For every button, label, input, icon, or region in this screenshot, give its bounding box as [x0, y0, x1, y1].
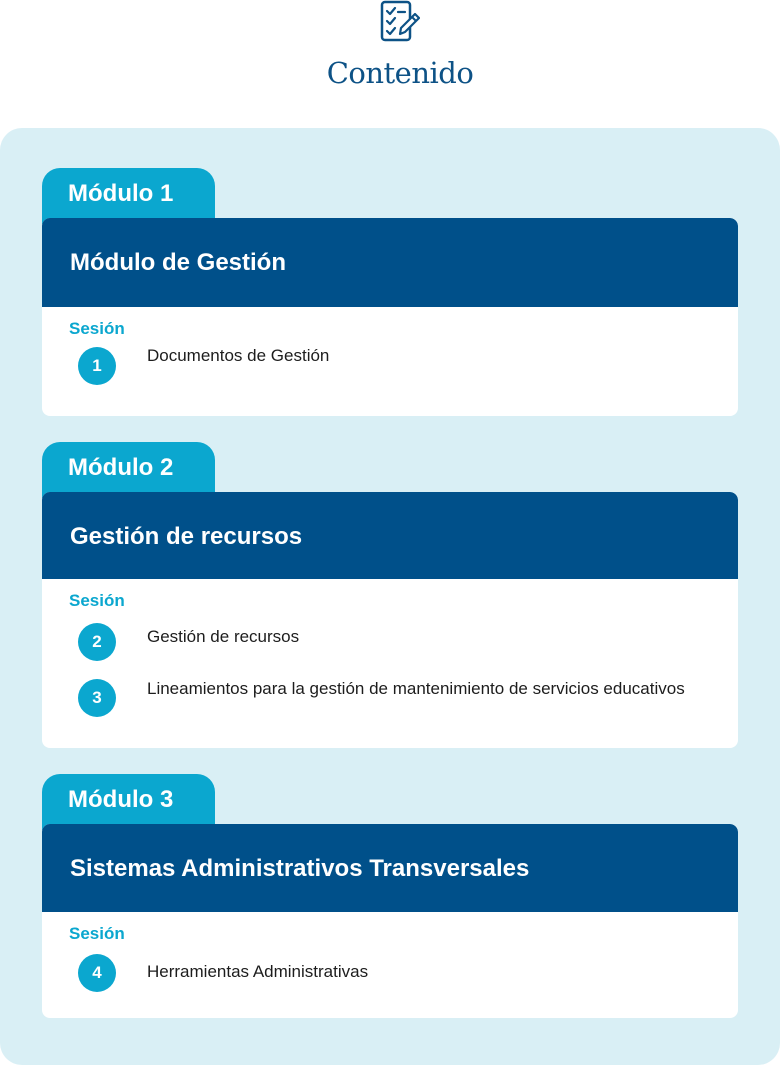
session-number-badge: 3 — [78, 679, 116, 717]
content-panel — [0, 128, 780, 1065]
session-label: Sesión — [69, 924, 125, 943]
session-title: Herramientas Administrativas — [147, 962, 369, 981]
module-card — [42, 824, 738, 1018]
session-title: Lineamientos para la gestión de mantenimiento de servicios educativos — [147, 679, 685, 698]
session-number-badge: 1 — [78, 347, 116, 385]
session-title: Documentos de Gestión — [147, 346, 330, 365]
module-tab: Módulo 2 — [42, 442, 215, 498]
module-card — [42, 492, 738, 748]
checklist-edit-icon — [378, 0, 420, 44]
module-tab: Módulo 3 — [42, 774, 215, 830]
session-label: Sesión — [69, 591, 125, 610]
session-title: Gestión de recursos — [147, 627, 300, 646]
module-title: Gestión de recursos — [42, 492, 738, 579]
module-card — [42, 218, 738, 416]
page-title: Contenido — [326, 56, 474, 90]
session-number-badge: 4 — [78, 954, 116, 992]
module-title: Sistemas Administrativos Transversales — [42, 824, 738, 912]
module-tab: Módulo 1 — [42, 168, 215, 224]
module-title: Módulo de Gestión — [42, 218, 738, 307]
session-label: Sesión — [69, 319, 125, 338]
session-number-badge: 2 — [78, 623, 116, 661]
